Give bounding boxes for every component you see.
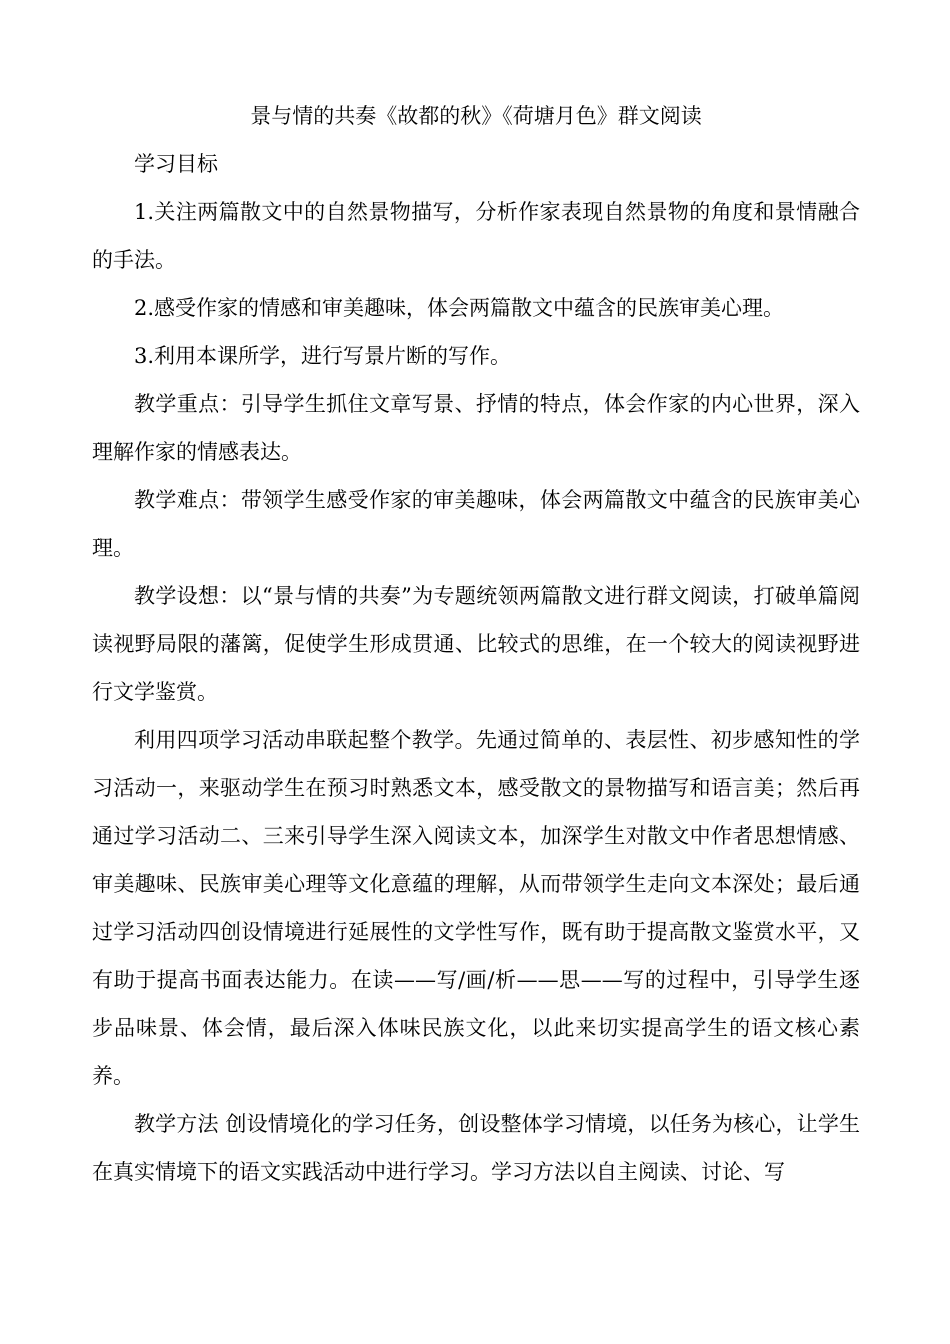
goal-item-2: 2.感受作家的情感和审美趣味，体会两篇散文中蕴含的民族审美心理。	[134, 296, 785, 320]
document-title: 景与情的共奏《故都的秋》《荷塘月色》群文阅读	[250, 104, 702, 128]
section-heading-learning-goals: 学习目标	[134, 152, 218, 176]
teaching-method-paragraph: 教学方法 创设情境化的学习任务，创设整体学习情境，以任务为核心，让学生在真实情境下的语文实践活动中进行学习。学习方法以自主阅读、讨论、写	[92, 1112, 860, 1184]
goal-item-1: 1.关注两篇散文中的自然景物描写，分析作家表现自然景物的角度和景情融合的手法。	[92, 200, 860, 272]
document-page	[92, 92, 860, 1196]
teaching-focus-paragraph: 教学重点：引导学生抓住文章写景、抒情的特点，体会作家的内心世界，深入理解作家的情感表达。	[92, 392, 860, 464]
teaching-concept-paragraph: 教学设想：以“景与情的共奏”为专题统领两篇散文进行群文阅读，打破单篇阅读视野局限的藩篱，促使学生形成贯通、比较式的思维，在一个较大的阅读视野进行文学鉴赏。	[92, 584, 860, 704]
teaching-difficulty-paragraph: 教学难点：带领学生感受作家的审美趣味，体会两篇散文中蕴含的民族审美心理。	[92, 488, 860, 560]
goal-item-3: 3.利用本课所学，进行写景片断的写作。	[134, 344, 512, 368]
activity-overview-paragraph: 利用四项学习活动串联起整个教学。先通过简单的、表层性、初步感知性的学习活动一，来驱动学生在预习时熟悉文本，感受散文的景物描写和语言美；然后再通过学习活动二、三来引导学生深入阅读文本，加深学生对散文中作者思想情感、审美趣味、民族审美心理等文化意蕴的理解，从而带领学生走向文本深处；最后通过学习活动四创设情境进行延展性的文学性写作，既有助于提高散文鉴赏水平，又有助于提高书面表达能力。在读——写/画/析——思——写的过程中，引导学生逐步品味景、体会情，最后深入体味民族文化，以此来切实提高学生的语文核心素养。	[92, 728, 860, 1088]
